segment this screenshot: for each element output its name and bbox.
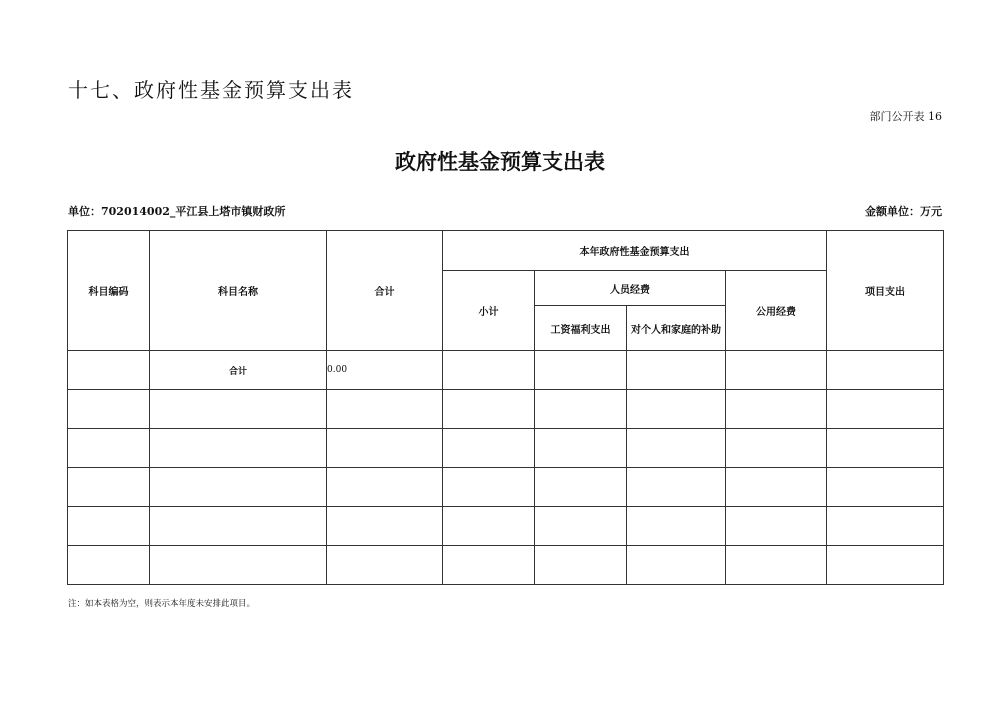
header-total: 合计 bbox=[327, 231, 443, 351]
table-code: 部门公开表 16 bbox=[869, 110, 942, 123]
table-row-total bbox=[68, 351, 944, 390]
header-project: 项目支出 bbox=[827, 231, 944, 351]
table-row bbox=[68, 468, 944, 507]
header-personnel: 人员经费 bbox=[535, 271, 726, 306]
cell-code bbox=[68, 351, 150, 390]
cell-total: 0.00 bbox=[327, 351, 443, 390]
header-name: 科目名称 bbox=[150, 231, 327, 351]
header-individual-subsidy: 对个人和家庭的补助 bbox=[627, 306, 726, 351]
cell-public bbox=[726, 351, 827, 390]
header-code: 科目编码 bbox=[68, 231, 150, 351]
header-wages: 工资福利支出 bbox=[535, 306, 627, 351]
cell-name: 合计 bbox=[150, 351, 327, 390]
table-row bbox=[68, 546, 944, 585]
document-title: 政府性基金预算支出表 bbox=[395, 149, 605, 174]
header-subtotal: 小计 bbox=[443, 271, 535, 351]
table-row bbox=[68, 507, 944, 546]
unit-label: 单位：702014002_平江县上塔市镇财政所 bbox=[68, 205, 286, 218]
cell-wages bbox=[535, 351, 627, 390]
footnote: 注：如本表格为空，则表示本年度未安排此项目。 bbox=[68, 599, 256, 609]
cell-project bbox=[827, 351, 944, 390]
table-row bbox=[68, 429, 944, 468]
section-title: 十七、政府性基金预算支出表 bbox=[68, 78, 354, 102]
budget-table bbox=[67, 230, 944, 585]
cell-subtotal bbox=[443, 351, 535, 390]
table-row bbox=[68, 390, 944, 429]
amount-unit-label: 金额单位：万元 bbox=[865, 205, 942, 218]
header-current-year: 本年政府性基金预算支出 bbox=[443, 231, 827, 271]
cell-individual bbox=[627, 351, 726, 390]
header-public: 公用经费 bbox=[726, 271, 827, 351]
